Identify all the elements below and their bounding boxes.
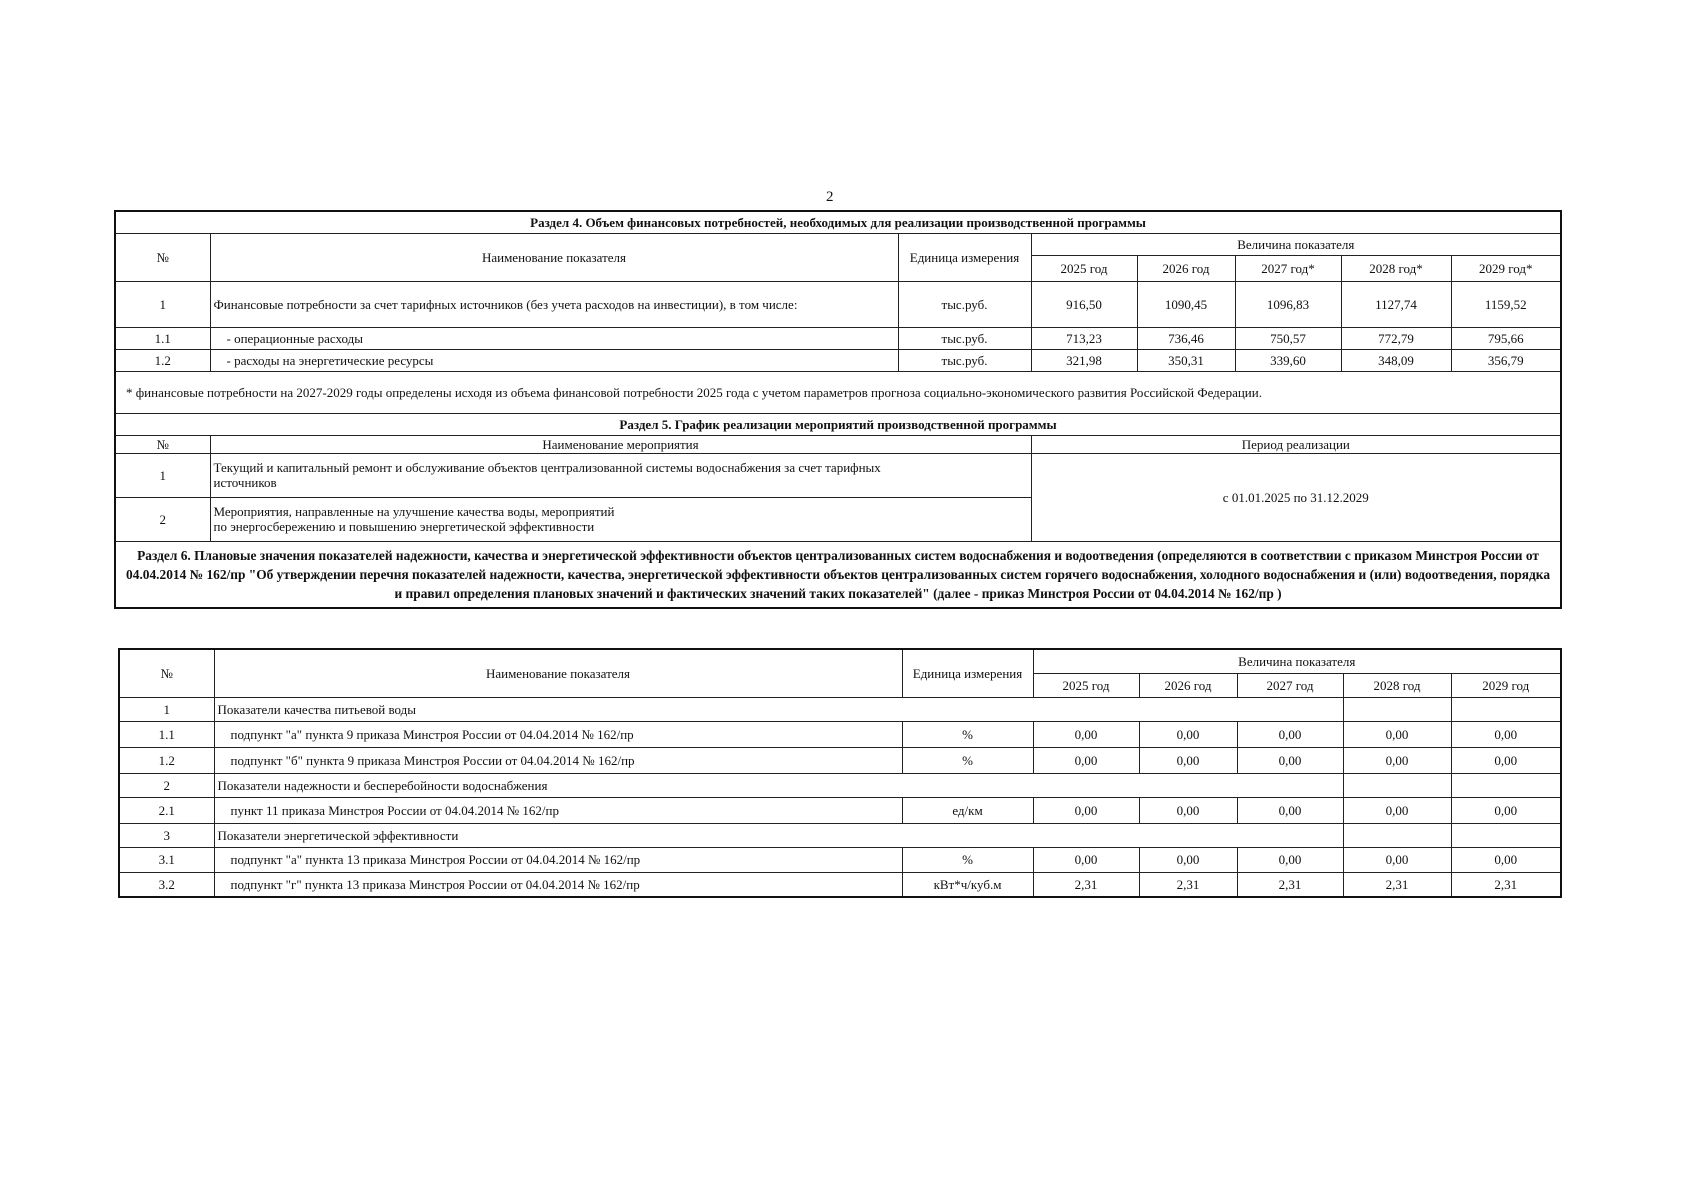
row-value: 0,00 bbox=[1139, 847, 1237, 872]
activity-name-line: источников bbox=[213, 475, 277, 490]
group-row bbox=[119, 773, 1561, 797]
section4-title: Раздел 4. Объем финансовых потребностей, необходимых для реализации производственной программы bbox=[115, 211, 1561, 233]
row-value: 0,00 bbox=[1139, 721, 1237, 747]
activity-name bbox=[210, 453, 1031, 497]
row-value: 0,00 bbox=[1343, 721, 1451, 747]
group-num: 2 bbox=[119, 773, 214, 797]
row-value: 0,00 bbox=[1237, 797, 1343, 823]
row-value: 0,00 bbox=[1033, 797, 1139, 823]
activity-period: с 01.01.2025 по 31.12.2029 bbox=[1031, 453, 1561, 541]
row-value: 0,00 bbox=[1237, 847, 1343, 872]
table-row bbox=[119, 721, 1561, 747]
row-unit: кВт*ч/куб.м bbox=[902, 872, 1033, 897]
group-row bbox=[119, 697, 1561, 721]
group-name: Показатели качества питьевой воды bbox=[214, 697, 1343, 721]
header-period: Период реализации bbox=[1031, 435, 1561, 453]
header-num: № bbox=[119, 649, 214, 697]
header-year: 2028 год* bbox=[1341, 255, 1451, 281]
group-num: 3 bbox=[119, 823, 214, 847]
table-row bbox=[115, 349, 1561, 371]
row-value: 0,00 bbox=[1033, 721, 1139, 747]
row-value: 2,31 bbox=[1139, 872, 1237, 897]
activity-name-line: Текущий и капитальный ремонт и обслуживание объектов централизованной системы водоснабжения за счет тарифных bbox=[213, 460, 881, 475]
section4-5-table bbox=[114, 210, 1562, 609]
row-value: 0,00 bbox=[1033, 747, 1139, 773]
empty-cell bbox=[1343, 823, 1451, 847]
header-num: № bbox=[115, 435, 210, 453]
row-name: подпункт "г" пункта 13 приказа Минстроя России от 04.04.2014 № 162/пр bbox=[214, 872, 902, 897]
row-value: 772,79 bbox=[1341, 327, 1451, 349]
table-row bbox=[115, 327, 1561, 349]
row-num: 1.2 bbox=[115, 349, 210, 371]
table-row bbox=[119, 872, 1561, 897]
row-value: 736,46 bbox=[1137, 327, 1235, 349]
row-name: - операционные расходы bbox=[210, 327, 898, 349]
row-num: 3.2 bbox=[119, 872, 214, 897]
empty-cell bbox=[1343, 697, 1451, 721]
section5-title: Раздел 5. График реализации мероприятий производственной программы bbox=[115, 413, 1561, 435]
header-unit: Единица измерения bbox=[898, 233, 1031, 281]
row-num: 1.1 bbox=[115, 327, 210, 349]
group-name: Показатели надежности и бесперебойности водоснабжения bbox=[214, 773, 1343, 797]
group-num: 1 bbox=[119, 697, 214, 721]
header-year: 2026 год bbox=[1137, 255, 1235, 281]
row-name: - расходы на энергетические ресурсы bbox=[210, 349, 898, 371]
table-row bbox=[119, 847, 1561, 872]
row-value: 1096,83 bbox=[1235, 281, 1341, 327]
row-value: 916,50 bbox=[1031, 281, 1137, 327]
header-year: 2029 год bbox=[1451, 673, 1561, 697]
header-year: 2026 год bbox=[1139, 673, 1237, 697]
row-value: 356,79 bbox=[1451, 349, 1561, 371]
row-num: 1 bbox=[115, 281, 210, 327]
table-row bbox=[115, 453, 1561, 497]
group-name: Показатели энергетической эффективности bbox=[214, 823, 1343, 847]
header-year: 2027 год* bbox=[1235, 255, 1341, 281]
header-num: № bbox=[115, 233, 210, 281]
row-unit: % bbox=[902, 747, 1033, 773]
row-name: Финансовые потребности за счет тарифных источников (без учета расходов на инвестиции), в том числе: bbox=[210, 281, 898, 327]
header-year: 2029 год* bbox=[1451, 255, 1561, 281]
row-value: 2,31 bbox=[1451, 872, 1561, 897]
header-unit: Единица измерения bbox=[902, 649, 1033, 697]
row-value: 350,31 bbox=[1137, 349, 1235, 371]
row-value: 0,00 bbox=[1451, 747, 1561, 773]
row-value: 1159,52 bbox=[1451, 281, 1561, 327]
row-value: 2,31 bbox=[1343, 872, 1451, 897]
row-value: 339,60 bbox=[1235, 349, 1341, 371]
row-unit: тыс.руб. bbox=[898, 327, 1031, 349]
row-value: 321,98 bbox=[1031, 349, 1137, 371]
header-name: Наименование показателя bbox=[210, 233, 898, 281]
row-value: 0,00 bbox=[1343, 797, 1451, 823]
row-value: 0,00 bbox=[1451, 847, 1561, 872]
row-value: 0,00 bbox=[1139, 747, 1237, 773]
table-row bbox=[119, 747, 1561, 773]
activity-name-line: по энергосбережению и повышению энергетической эффективности bbox=[213, 519, 595, 534]
row-value: 0,00 bbox=[1033, 847, 1139, 872]
row-value: 0,00 bbox=[1451, 797, 1561, 823]
empty-cell bbox=[1451, 823, 1561, 847]
row-value: 1090,45 bbox=[1137, 281, 1235, 327]
empty-cell bbox=[1451, 773, 1561, 797]
empty-cell bbox=[1343, 773, 1451, 797]
row-value: 2,31 bbox=[1033, 872, 1139, 897]
table-row bbox=[115, 281, 1561, 327]
header-year: 2027 год bbox=[1237, 673, 1343, 697]
row-num: 3.1 bbox=[119, 847, 214, 872]
section6-title: Раздел 6. Плановые значения показателей надежности, качества и энергетической эффективности объектов централизованных систем водоснабжения и водоотведения (определяются в соответствии с приказом Минстроя России от 04.04.2014 № 162/пр "Об утверждении перечня показателей надежности, качества, энергетической эффективности объектов централизованных систем горячего водоснабжения, холодного водоснабжения и (или) водоотведения, порядка и правил определения плановых значений и фактических значений таких показателей" (далее - приказ Минстроя России от 04.04.2014 № 162/пр ) bbox=[115, 541, 1561, 608]
row-value: 0,00 bbox=[1237, 747, 1343, 773]
row-value: 750,57 bbox=[1235, 327, 1341, 349]
row-unit: % bbox=[902, 847, 1033, 872]
row-value: 2,31 bbox=[1237, 872, 1343, 897]
row-unit: тыс.руб. bbox=[898, 281, 1031, 327]
header-year: 2025 год bbox=[1031, 255, 1137, 281]
header-activity-name: Наименование мероприятия bbox=[210, 435, 1031, 453]
section4-footnote: * финансовые потребности на 2027-2029 годы определены исходя из объема финансовой потребности 2025 года с учетом параметров прогноза социально-экономического развития Российской Федерации. bbox=[115, 371, 1561, 413]
row-value: 0,00 bbox=[1237, 721, 1343, 747]
row-name: подпункт "а" пункта 9 приказа Минстроя России от 04.04.2014 № 162/пр bbox=[214, 721, 902, 747]
row-value: 348,09 bbox=[1341, 349, 1451, 371]
row-value: 0,00 bbox=[1343, 747, 1451, 773]
row-unit: ед/км bbox=[902, 797, 1033, 823]
row-num: 1.1 bbox=[119, 721, 214, 747]
row-num: 1.2 bbox=[119, 747, 214, 773]
row-value: 0,00 bbox=[1343, 847, 1451, 872]
row-name: подпункт "б" пункта 9 приказа Минстроя России от 04.04.2014 № 162/пр bbox=[214, 747, 902, 773]
row-value: 1127,74 bbox=[1341, 281, 1451, 327]
activity-name-line: Мероприятия, направленные на улучшение качества воды, мероприятий bbox=[213, 504, 615, 519]
row-value: 0,00 bbox=[1451, 721, 1561, 747]
row-value: 0,00 bbox=[1139, 797, 1237, 823]
row-value: 795,66 bbox=[1451, 327, 1561, 349]
activity-num: 1 bbox=[115, 453, 210, 497]
section6-table bbox=[118, 648, 1562, 898]
row-unit: % bbox=[902, 721, 1033, 747]
empty-cell bbox=[1451, 697, 1561, 721]
row-unit: тыс.руб. bbox=[898, 349, 1031, 371]
group-row bbox=[119, 823, 1561, 847]
table-row bbox=[119, 797, 1561, 823]
header-value: Величина показателя bbox=[1031, 233, 1561, 255]
activity-num: 2 bbox=[115, 497, 210, 541]
header-name: Наименование показателя bbox=[214, 649, 902, 697]
activity-name bbox=[210, 497, 1031, 541]
page-number: 2 bbox=[826, 189, 834, 205]
row-value: 713,23 bbox=[1031, 327, 1137, 349]
header-year: 2028 год bbox=[1343, 673, 1451, 697]
row-name: подпункт "а" пункта 13 приказа Минстроя России от 04.04.2014 № 162/пр bbox=[214, 847, 902, 872]
row-name: пункт 11 приказа Минстроя России от 04.04.2014 № 162/пр bbox=[214, 797, 902, 823]
row-num: 2.1 bbox=[119, 797, 214, 823]
header-year: 2025 год bbox=[1033, 673, 1139, 697]
header-value: Величина показателя bbox=[1033, 649, 1561, 673]
